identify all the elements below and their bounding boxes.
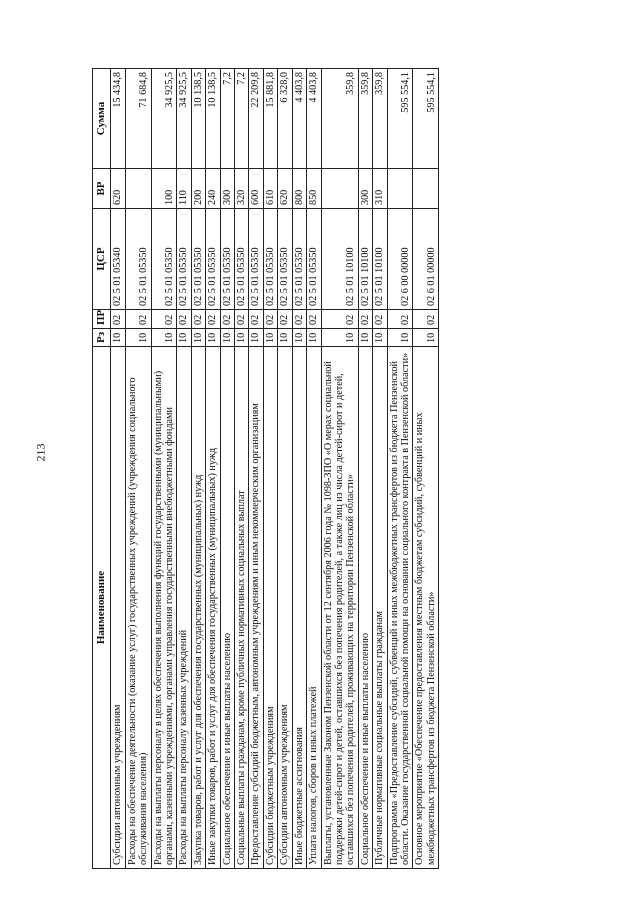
row-name: Иные бюджетные ассигнования <box>292 347 306 869</box>
row-sum: 15 881,8 <box>263 69 277 169</box>
row-csr: 02 5 01 10100 <box>373 209 387 310</box>
header-rz: Рз <box>93 329 111 347</box>
row-pr: 02 <box>220 310 234 329</box>
table-row <box>206 69 220 869</box>
row-csr: 02 5 01 05350 <box>307 209 321 310</box>
row-sum: 7,2 <box>235 69 249 169</box>
row-rz: 10 <box>111 329 125 347</box>
row-pr: 02 <box>249 310 263 329</box>
row-name: Социальное обеспечение и иные выплаты населению <box>220 347 234 869</box>
row-pr: 02 <box>206 310 220 329</box>
row-pr: 02 <box>111 310 125 329</box>
row-pr: 02 <box>263 310 277 329</box>
row-csr: 02 5 01 05350 <box>220 209 234 310</box>
row-name: Выплаты, установленные Законом Пензенской области от 12 сентября 2006 года № 1098-ЗПО «О мерах социальной поддержки детей-сирот и детей, оставшихся без попечения родителей, а также лиц из числа детей-сирот и детей, оставшихся без попечения родителей, проживающих на территории Пензенской области» <box>321 347 358 869</box>
row-name: Уплата налогов, сборов и иных платежей <box>307 347 321 869</box>
row-name: Субсидии бюджетным учреждениям <box>263 347 277 869</box>
row-pr: 02 <box>235 310 249 329</box>
row-sum: 359,8 <box>321 69 358 169</box>
row-vr: 200 <box>191 169 205 209</box>
row-vr: 110 <box>177 169 191 209</box>
row-csr: 02 5 01 05350 <box>177 209 191 310</box>
row-sum: 15 434,8 <box>111 69 125 169</box>
row-csr: 02 5 01 05350 <box>278 209 292 310</box>
row-pr: 02 <box>387 310 413 329</box>
row-vr <box>413 169 439 209</box>
row-vr: 850 <box>307 169 321 209</box>
row-name: Субсидии автономным учреждениям <box>278 347 292 869</box>
row-rz: 10 <box>292 329 306 347</box>
row-sum: 22 209,8 <box>249 69 263 169</box>
row-name: Расходы на обеспечение деятельности (оказание услуг) государственных учреждений (учреждения социального обслуживания населения) <box>125 347 151 869</box>
row-sum: 595 554,1 <box>413 69 439 169</box>
row-name: Иные закупки товаров, работ и услуг для обеспечения государственных (муниципальных) нужд <box>206 347 220 869</box>
row-csr: 02 5 01 05350 <box>151 209 177 310</box>
row-vr: 800 <box>292 169 306 209</box>
row-pr: 02 <box>292 310 306 329</box>
table-row <box>358 69 372 869</box>
row-pr: 02 <box>373 310 387 329</box>
table-row <box>235 69 249 869</box>
row-sum: 4 403,8 <box>307 69 321 169</box>
table-row <box>278 69 292 869</box>
row-name: Расходы на выплаты персоналу казенных учреждений <box>177 347 191 869</box>
row-sum: 34 925,5 <box>151 69 177 169</box>
row-rz: 10 <box>373 329 387 347</box>
table-row <box>125 69 151 869</box>
row-rz: 10 <box>278 329 292 347</box>
row-rz: 10 <box>413 329 439 347</box>
row-sum: 595 554,1 <box>387 69 413 169</box>
row-name: Субсидии автономным учреждениям <box>111 347 125 869</box>
row-pr: 02 <box>413 310 439 329</box>
row-csr: 02 5 01 05340 <box>111 209 125 310</box>
row-rz: 10 <box>151 329 177 347</box>
row-rz: 10 <box>235 329 249 347</box>
row-vr: 320 <box>235 169 249 209</box>
row-csr: 02 5 01 10100 <box>358 209 372 310</box>
header-sum: Сумма <box>93 69 111 169</box>
table-row <box>220 69 234 869</box>
row-vr <box>387 169 413 209</box>
row-pr: 02 <box>125 310 151 329</box>
row-csr: 02 5 01 05350 <box>191 209 205 310</box>
row-vr: 620 <box>278 169 292 209</box>
row-vr: 100 <box>151 169 177 209</box>
row-name: Основное мероприятие «Обеспечение предоставления местным бюджетам субсидий, субвенций и иных межбюджетных трансфертов из бюджета Пензенской области» <box>413 347 439 869</box>
row-rz: 10 <box>125 329 151 347</box>
row-sum: 10 138,5 <box>191 69 205 169</box>
row-rz: 10 <box>321 329 358 347</box>
row-csr: 02 5 01 05350 <box>206 209 220 310</box>
header-pr: ПР <box>93 310 111 329</box>
row-pr: 02 <box>321 310 358 329</box>
table-row <box>373 69 387 869</box>
rotated-table-container <box>92 69 580 869</box>
row-pr: 02 <box>307 310 321 329</box>
table-row <box>263 69 277 869</box>
row-csr: 02 5 01 05350 <box>263 209 277 310</box>
row-vr: 620 <box>111 169 125 209</box>
table-header-row <box>93 69 111 869</box>
row-csr: 02 5 01 05350 <box>125 209 151 310</box>
row-name: Расходы на выплаты персоналу в целях обеспечения выполнения функций государственными (муниципальными) органами, казенными учреждениями, органами управления государственными внебюджетными фондами <box>151 347 177 869</box>
row-vr <box>321 169 358 209</box>
row-rz: 10 <box>206 329 220 347</box>
row-sum: 34 925,5 <box>177 69 191 169</box>
row-pr: 02 <box>191 310 205 329</box>
budget-table <box>92 68 439 869</box>
table-row <box>292 69 306 869</box>
row-csr: 02 6 00 00000 <box>387 209 413 310</box>
row-rz: 10 <box>358 329 372 347</box>
table-row <box>249 69 263 869</box>
row-sum: 6 328,0 <box>278 69 292 169</box>
row-sum: 7,2 <box>220 69 234 169</box>
table-row <box>307 69 321 869</box>
table-row <box>387 69 413 869</box>
row-sum: 359,8 <box>373 69 387 169</box>
row-csr: 02 5 01 05350 <box>235 209 249 310</box>
table-row <box>413 69 439 869</box>
row-sum: 71 684,8 <box>125 69 151 169</box>
page-number: 213 <box>33 443 48 462</box>
row-name: Подпрограмма «Предоставление субсидий, субвенций и иных межбюджетных трансфертов из бюджета Пензенской области. Оказание государственной социальной помощи на основании социального контракта в Пензенской области» <box>387 347 413 869</box>
row-pr: 02 <box>177 310 191 329</box>
row-pr: 02 <box>151 310 177 329</box>
row-vr: 300 <box>220 169 234 209</box>
row-pr: 02 <box>278 310 292 329</box>
row-name: Предоставление субсидий бюджетным, автономным учреждениям и иным некоммерческим организациям <box>249 347 263 869</box>
row-vr: 600 <box>249 169 263 209</box>
row-name: Социальное обеспечение и иные выплаты населению <box>358 347 372 869</box>
row-csr: 02 5 01 05350 <box>292 209 306 310</box>
row-vr: 610 <box>263 169 277 209</box>
row-name: Публичные нормативные социальные выплаты гражданам <box>373 347 387 869</box>
header-vr: ВР <box>93 169 111 209</box>
row-pr: 02 <box>358 310 372 329</box>
row-rz: 10 <box>307 329 321 347</box>
table-row <box>111 69 125 869</box>
row-name: Закупка товаров, работ и услуг для обеспечения государственных (муниципальных) нужд <box>191 347 205 869</box>
row-sum: 10 138,5 <box>206 69 220 169</box>
budget-table-sheet <box>92 69 580 869</box>
row-rz: 10 <box>177 329 191 347</box>
row-rz: 10 <box>387 329 413 347</box>
table-row <box>151 69 177 869</box>
table-row <box>177 69 191 869</box>
row-vr: 240 <box>206 169 220 209</box>
header-csr: ЦСР <box>93 209 111 310</box>
row-vr: 300 <box>358 169 372 209</box>
table-row <box>321 69 358 869</box>
table-row <box>191 69 205 869</box>
row-name: Социальные выплаты гражданам, кроме публичных нормативных социальных выплат <box>235 347 249 869</box>
row-csr: 02 6 01 00000 <box>413 209 439 310</box>
row-rz: 10 <box>263 329 277 347</box>
row-csr: 02 5 01 10100 <box>321 209 358 310</box>
row-vr: 310 <box>373 169 387 209</box>
row-vr <box>125 169 151 209</box>
row-rz: 10 <box>191 329 205 347</box>
header-name: Наименование <box>93 347 111 869</box>
row-rz: 10 <box>249 329 263 347</box>
row-rz: 10 <box>220 329 234 347</box>
row-sum: 359,8 <box>358 69 372 169</box>
row-sum: 4 403,8 <box>292 69 306 169</box>
row-csr: 02 5 01 05350 <box>249 209 263 310</box>
